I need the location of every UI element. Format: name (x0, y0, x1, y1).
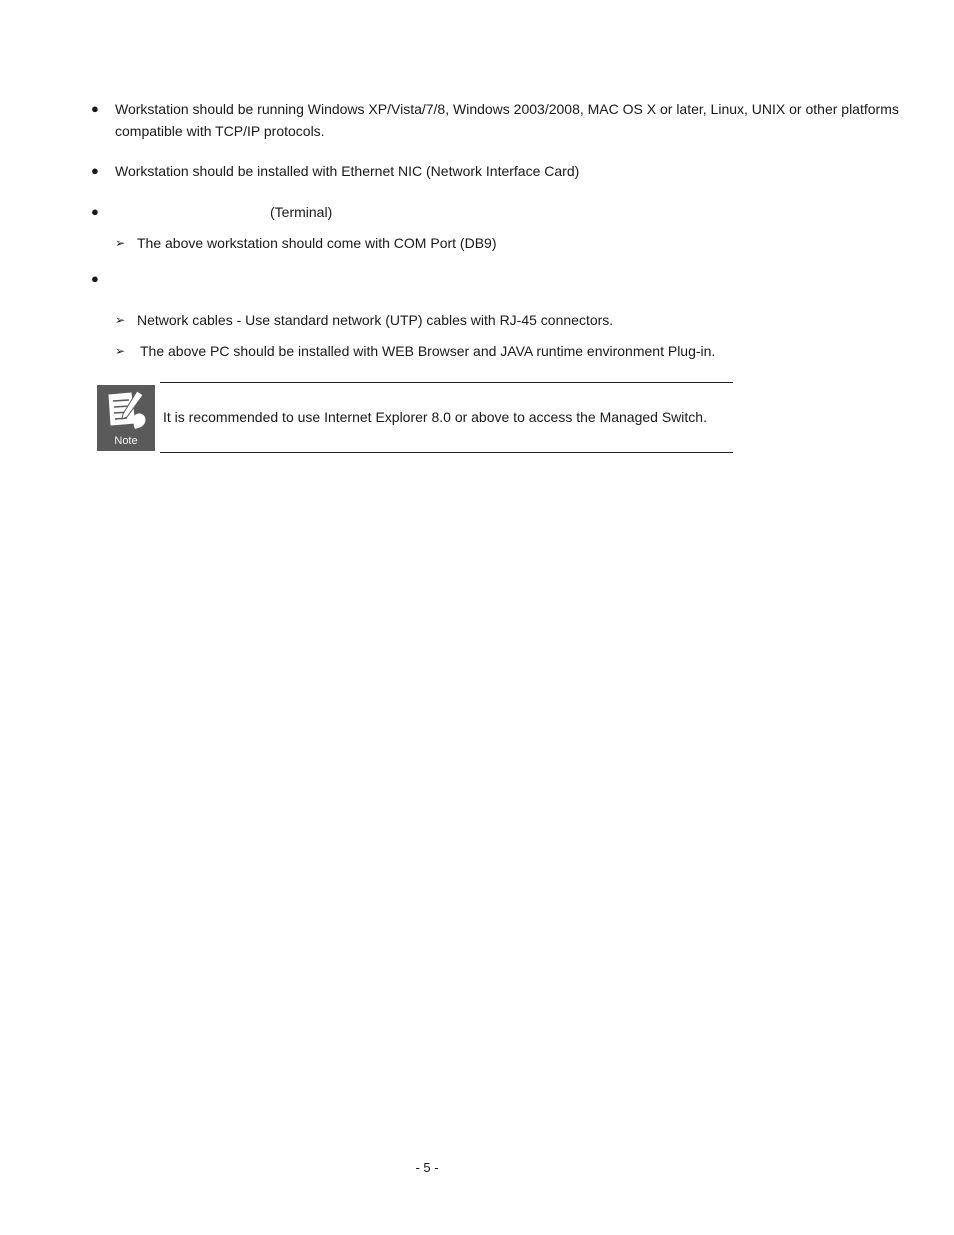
arrow-bullet-icon: ➢ (115, 313, 126, 327)
page-number: - 5 - (415, 1160, 439, 1175)
sub-bullet-text-com-port: The above workstation should come with COM Port (DB9) (137, 235, 497, 251)
bullet-text-requirements-nic: Workstation should be installed with Ethernet NIC (Network Interface Card) (115, 163, 580, 179)
pencil-paper-icon (97, 385, 155, 437)
note-bottom-rule (160, 452, 733, 453)
note-text: It is recommended to use Internet Explorer 8.0 or above to access the Managed Switch. (163, 409, 707, 425)
bullet-text-requirements-os: Workstation should be running Windows XP/Vista/7/8, Windows 2003/2008, MAC OS X or later, Linux, UNIX or other platforms compatible with TCP/IP protocols. (115, 101, 899, 139)
bullet-marker: ● (91, 204, 99, 219)
note-top-rule (160, 382, 733, 383)
note-label: Note (114, 435, 138, 447)
sub-bullet-text-web-browser: The above PC should be installed with WEB Browser and JAVA runtime environment Plug-in. (140, 343, 716, 359)
arrow-bullet-icon: ➢ (115, 344, 126, 358)
bullet-text-terminal: (Terminal) (270, 204, 333, 220)
bullet-marker: ● (91, 163, 99, 178)
bullet-marker: ● (91, 101, 99, 116)
note-icon (97, 385, 155, 451)
sub-bullet-text-network-cables: Network cables - Use standard network (UTP) cables with RJ-45 connectors. (137, 312, 614, 328)
bullet-marker: ● (91, 271, 99, 286)
arrow-bullet-icon: ➢ (115, 236, 126, 250)
